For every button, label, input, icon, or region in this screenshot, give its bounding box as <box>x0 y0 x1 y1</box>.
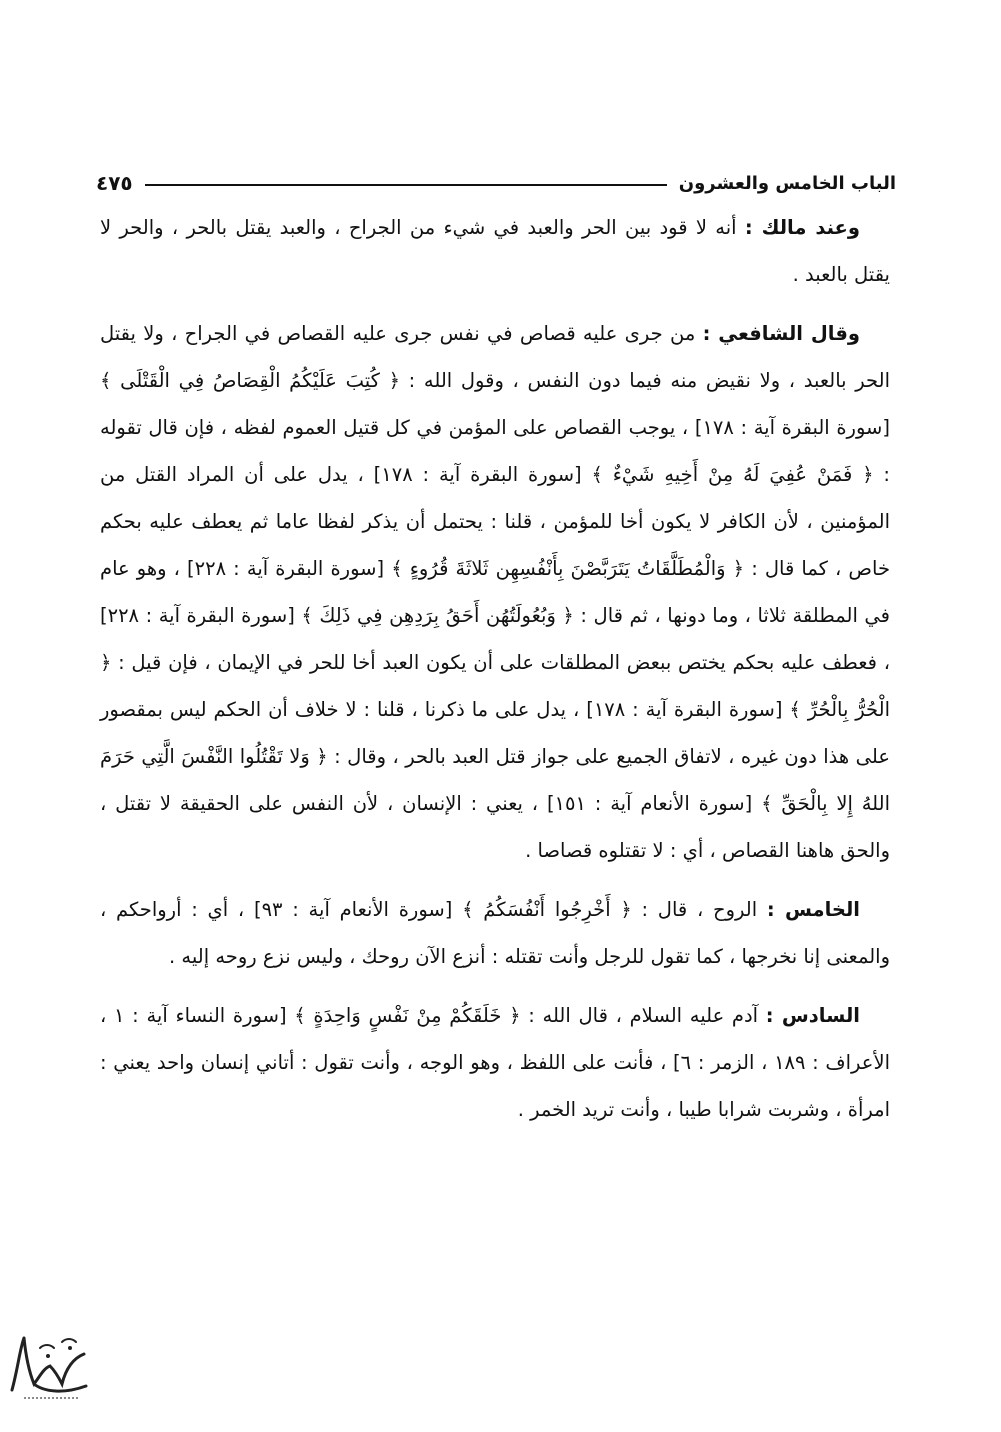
paragraph-text: الروح ، قال : ﴿ أَخْرِجُوا أَنْفُسَكُمُ ﴾ [سورة الأنعام آية : ٩٣] ، أي : أرواحكم ، والمعنى إنا نخرجها ، كما تقول للرجل وأنت تقتله : أنزع الآن روحك ، وليس نزع روحه إليه . <box>100 898 890 968</box>
chapter-title: الباب الخامس والعشرون <box>678 172 896 194</box>
paragraph-lead: الخامس : <box>766 898 860 921</box>
page-number: ٤٧٥ <box>96 171 133 195</box>
page-header <box>96 168 896 198</box>
paragraph-malik <box>100 204 890 298</box>
paragraph-fifth <box>100 886 890 980</box>
paragraph-lead: وقال الشافعي : <box>702 322 860 345</box>
calligraphy-seal-logo <box>4 1328 92 1408</box>
paragraph-lead: السادس : <box>765 1004 860 1027</box>
paragraph-sixth <box>100 992 890 1133</box>
page-body <box>100 204 890 1145</box>
paragraph-text: آدم عليه السلام ، قال الله : ﴿ خَلَقَكُمْ مِنْ نَفْسٍ وَاحِدَةٍ ﴾ [سورة النساء آية : ١ ، الأعراف : ١٨٩ ، الزمر : ٦] ، فأنت على اللفظ ، وهو الوجه ، وأنت تقول : أتاني إنسان واحد يعني : امرأة ، وشربت شرابا طيبا ، وأنت تريد الخمر . <box>100 1004 890 1121</box>
header-rule <box>145 184 667 186</box>
paragraph-lead: وعند مالك : <box>744 216 860 239</box>
paragraph-shafii <box>100 310 890 874</box>
paragraph-text: من جرى عليه قصاص في نفس جرى عليه القصاص في الجراح ، ولا يقتل الحر بالعبد ، ولا نقيض منه فيما دون النفس ، وقول الله : ﴿ كُتِبَ عَلَيْكُمُ الْقِصَاصُ فِي الْقَتْلَى ﴾ [سورة البقرة آية : ١٧٨] ، يوجب القصاص على المؤمن في كل قتيل العموم لفظه ، فإن قال تقوله : ﴿ فَمَنْ عُفِيَ لَهُ مِنْ أَخِيهِ شَيْءٌ ﴾ [سورة البقرة آية : ١٧٨] ، يدل على أن المراد القتل من المؤمنين ، لأن الكافر لا يكون أخا للمؤمن ، قلنا : يحتمل أن يذكر لفظا عاما ثم يعطف عليه بحكم خاص ، كما قال : ﴿ وَالْمُطَلَّقَاتُ يَتَرَبَّصْنَ بِأَنْفُسِهِن ثَلاثَةَ قُرُوءٍ ﴾ [سورة البقرة آية : ٢٢٨] ، وهو عام في المطلقة ثلاثا ، وما دونها ، ثم قال : ﴿ وَبُعُولَتُهُن أَحَقُ بِرَدِهِن فِي ذَلِكَ ﴾ [سورة البقرة آية : ٢٢٨] ، فعطف عليه بحكم يختص ببعض المطلقات على أن يكون العبد أخا للحر في الإيمان ، فإن قيل : ﴿ الْحُرُّ بِالْحُرِّ ﴾ [سورة البقرة آية : ١٧٨] ، يدل على ما ذكرنا ، قلنا : لا خلاف أن الحكم ليس بمقصور على هذا دون غيره ، لاتفاق الجميع على جواز قتل العبد بالحر ، وقال : ﴿ وَلا تَقْتُلُوا النَّفْسَ الَّتِي حَرَمَ اللهُ إِلا بِالْحَقِّ ﴾ [سورة الأنعام آية : ١٥١] ، يعني : الإنسان ، لأن النفس على الحقيقة لا تقتل ، والحق هاهنا القصاص ، أي : لا تقتلوه قصاصا . <box>100 322 891 862</box>
paragraph-text: أنه لا قود بين الحر والعبد في شيء من الجراح ، والعبد يقتل بالحر ، والحر لا يقتل بالعبد . <box>100 216 890 286</box>
